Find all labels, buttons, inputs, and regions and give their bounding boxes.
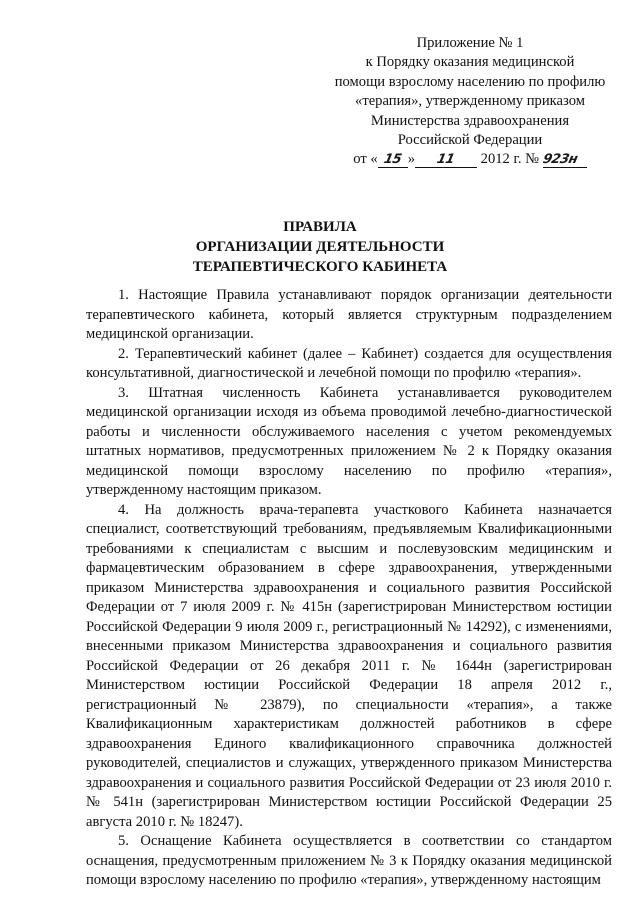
- handwritten-day: 15: [382, 152, 403, 168]
- date-year-text: 2012 г. №: [480, 151, 540, 168]
- appendix-line: «терапия», утвержденному приказом: [355, 93, 585, 110]
- appendix-line: помощи взрослому населению по профилю: [334, 73, 606, 90]
- document-body: [86, 286, 612, 891]
- title-line: ТЕРАПЕВТИЧЕСКОГО КАБИНЕТА: [192, 259, 448, 275]
- paragraph-4: 4. На должность врача-терапевта участкового Кабинета назначается специалист, соответствующий требованиям, предъявляемым Квалификационными требованиями к специалистам с высшим и послевузовским медицинским и фармацевтическим образованием в сфере здравоохранения, утвержденными приказом Министерства здравоохранения и социального развития Российской Федерации от 7 июля 2009 г. № 415н (зарегистрирован Министерством юстиции Российской Федерации 9 июля 2009 г., регистрационный № 14292), с изменениями, внесенными приказом Министерства здравоохранения и социального развития Российской Федерации от 26 декабря 2011 г. № 1644н (зарегистрирован Министерством юстиции Российской Федерации 18 апреля 2012 г., регистрационный № 23879), по специальности «терапия», а также Квалификационным характеристикам должностей работников в сфере здравоохранения Единого квалификационного справочника должностей руководителей, специалистов и служащих, утвержденного приказом Министерства здравоохранения и социального развития Российской Федерации от 23 июля 2010 г. № 541н (зарегистрирован Министерством юстиции Российской Федерации 25 августа 2010 г. № 18247).: [86, 501, 612, 830]
- appendix-line: Российской Федерации: [397, 132, 543, 149]
- date-prefix: от «: [353, 151, 378, 168]
- handwritten-month: 11: [435, 152, 457, 168]
- paragraph-2: 2. Терапевтический кабинет (далее – Кабинет) создается для осуществления консультативной, диагностической и лечебной помощи по профилю «терапия».: [86, 345, 612, 381]
- order-date-line: [320, 150, 620, 169]
- date-quote: »: [407, 151, 415, 168]
- title-line: ОРГАНИЗАЦИИ ДЕЯТЕЛЬНОСТИ: [195, 239, 445, 255]
- paragraph-1: 1. Настоящие Правила устанавливают порядок организации деятельности терапевтического кабинета, который является структурным подразделением медицинской организации.: [86, 287, 612, 342]
- appendix-line: Министерства здравоохранения: [370, 112, 570, 129]
- appendix-header: [320, 34, 620, 170]
- appendix-line: к Порядку оказания медицинской: [365, 54, 575, 71]
- date-day-field: [378, 152, 408, 168]
- date-month-field: [415, 152, 477, 168]
- paragraph-5: 5. Оснащение Кабинета осуществляется в соответствии со стандартом оснащения, предусмотренным приложением № 3 к Порядку оказания медицинской помощи взрослому населению по профилю «терапия», утвержденному настоящим: [86, 833, 612, 888]
- paragraph-3: 3. Штатная численность Кабинета устанавливается руководителем медицинской организации исходя из объема проводимой лечебно-диагностической работы и численности обслуживаемого населения с учетом рекомендуемых штатных нормативов, предусмотренных приложением № 2 к Порядку оказания медицинской помощи взрослому населению по профилю «терапия», утвержденному настоящим приказом.: [86, 384, 612, 498]
- handwritten-order-number: 923н: [541, 152, 579, 168]
- appendix-line: Приложение № 1: [416, 35, 524, 51]
- order-number-field: [543, 152, 587, 168]
- document-title: [60, 217, 580, 277]
- title-line: ПРАВИЛА: [283, 219, 357, 235]
